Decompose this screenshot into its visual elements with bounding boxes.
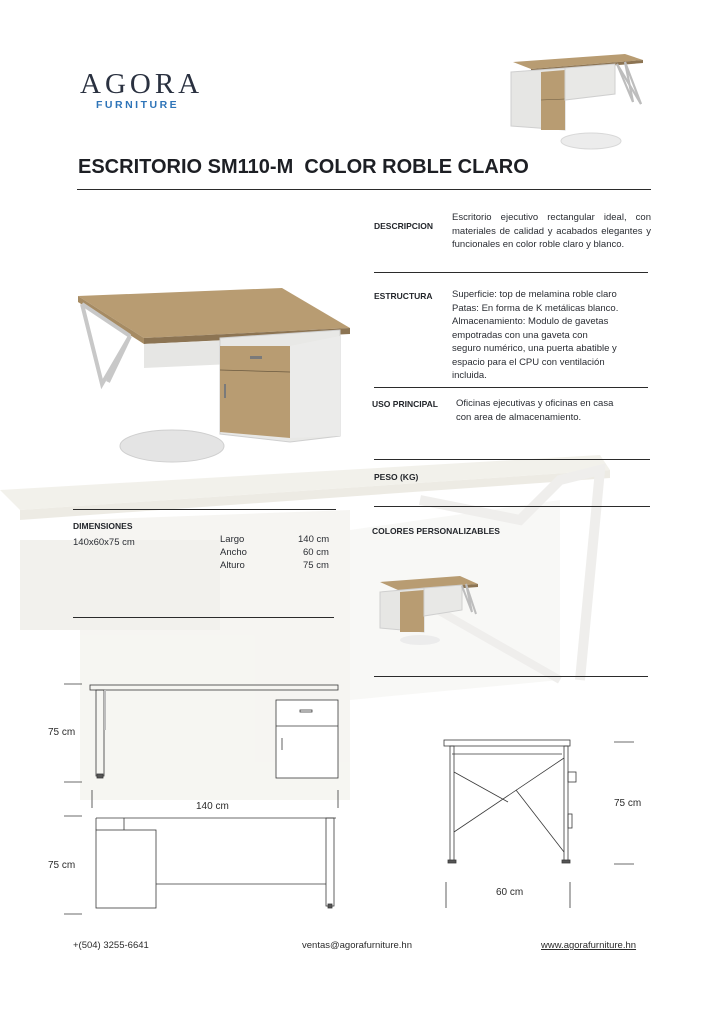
spec-label-colores: COLORES PERSONALIZABLES: [372, 526, 500, 536]
brand-logo: AGORA: [80, 68, 204, 100]
spec-label-estructura: ESTRUCTURA: [374, 291, 433, 301]
estructura-line: seguro numérico, una puerta abatible y: [452, 343, 617, 354]
spec-divider-5: [374, 676, 648, 677]
product-render-top: [505, 44, 655, 154]
brand-tagline: FURNITURE: [96, 99, 180, 111]
estructura-line: incluida.: [452, 370, 487, 381]
dimension-value-largo: 140 cm: [298, 534, 330, 545]
product-title: ESCRITORIO SM110-M COLOR ROBLE CLARO: [78, 156, 529, 178]
title-divider: [77, 189, 651, 190]
dimension-name-largo: Largo: [220, 534, 245, 545]
spec-divider-2: [374, 387, 648, 388]
spec-label-descripcion: DESCRIPCION: [374, 221, 434, 231]
front-height-label: 75 cm: [48, 727, 76, 738]
footer-phone: +(504) 3255-6641: [73, 940, 149, 951]
estructura-line: Almacenamiento: Modulo de gavetas: [452, 316, 609, 327]
footer-website-link[interactable]: www.agorafurniture.hn: [541, 940, 637, 951]
side-view-drawing: [436, 732, 636, 912]
uso-line: con area de almacenamiento.: [456, 411, 582, 423]
spec-text-estructura: [452, 288, 652, 383]
spec-divider-4: [374, 506, 650, 507]
front-view-drawing: [60, 678, 360, 808]
front-width-label: 140 cm: [196, 801, 229, 812]
back-view-drawing: [60, 812, 360, 917]
dimensions-label: DIMENSIONES: [73, 521, 133, 531]
spec-text-descripcion: Escritorio ejecutivo rectangular ideal, con materiales de calidad y acabados elegantes y funcionales en color roble claro y blanco.: [452, 212, 651, 250]
spec-label-uso-principal: USO PRINCIPAL: [372, 399, 438, 409]
dimension-name-ancho: Ancho: [220, 547, 247, 558]
spec-divider-1: [374, 272, 648, 273]
dimensions-summary: 140x60x75 cm: [73, 537, 135, 548]
estructura-line: Superficie: top de melamina roble claro: [452, 289, 617, 300]
color-swatch-render: [376, 572, 480, 648]
estructura-line: espacio para el CPU con ventilación: [452, 356, 605, 368]
spec-divider-3: [374, 459, 650, 460]
side-depth-label: 60 cm: [496, 887, 524, 898]
spec-text-uso-principal: [456, 397, 651, 424]
estructura-line: Patas: En forma de K metálicas blanco.: [452, 302, 619, 314]
side-height-label: 75 cm: [614, 798, 642, 809]
dimension-value-ancho: 60 cm: [303, 547, 329, 558]
footer-email[interactable]: ventas@agorafurniture.hn: [302, 940, 412, 951]
dimension-value-alto: 75 cm: [303, 560, 329, 571]
uso-line: Oficinas ejecutivas y oficinas en casa: [456, 398, 614, 409]
product-render-main: [72, 286, 352, 466]
back-height-label: 75 cm: [48, 860, 76, 871]
spec-label-peso: PESO (KG): [374, 472, 419, 482]
dimensions-bottom-divider: [73, 617, 334, 618]
dimensions-top-divider: [73, 509, 336, 510]
dimension-name-alto: Alturo: [220, 560, 245, 571]
estructura-line: empotradas con una gaveta con: [452, 329, 588, 341]
